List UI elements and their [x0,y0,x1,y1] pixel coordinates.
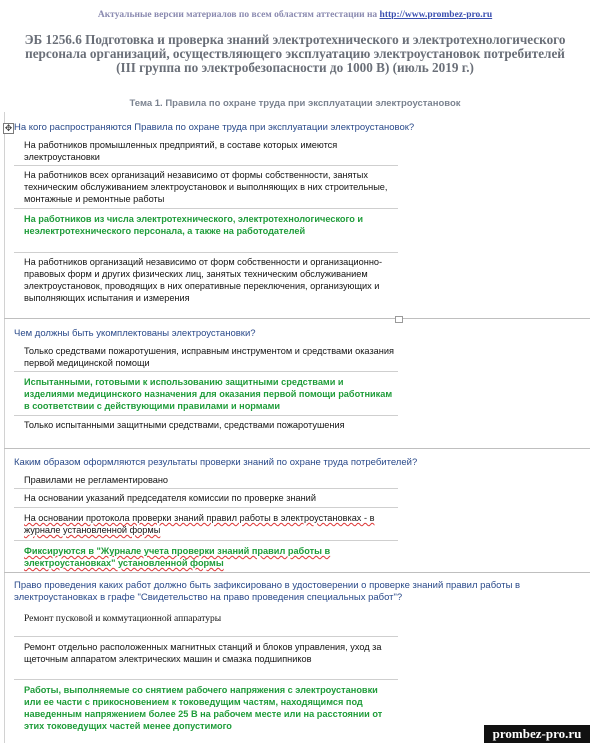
q3-option-4-correct[interactable]: Фиксируются в "Журнале учета проверки знаний правил работы в электроустановках" установленной формы [24,546,331,568]
q3-option-2[interactable]: На основании указаний председателя комиссии по проверке знаний [24,493,316,503]
section-divider [4,318,590,319]
q1-option-4[interactable]: На работников организаций независимо от форм собственности и организационно-правовых форм и других физических лиц, занятых техническим обслуживанием электроустановок, проводящих в них оперативные переключения, организующих и выполняющих испытания и измерения [24,257,383,303]
option-separator [14,636,398,637]
q1-option-2[interactable]: На работников всех организаций независимо от формы собственности, занятых техническим обслуживанием электроустановок и выполняющих в них строительные, монтажные и ремонтные работы [24,170,388,204]
option-separator [14,540,398,541]
q4-option-2[interactable]: Ремонт отдельно расположенных магнитных станций и блоков управления, уход за щеточным аппаратом электрических машин и смазка подшипников [24,642,382,664]
option-separator [14,371,398,372]
topic-title: Тема 1. Правила по охране труда при эксплуатации электроустановок [129,98,461,109]
q4-option-3-correct[interactable]: Работы, выполняемые со снятием рабочего напряжения с электроустановки или ее части с прикосновением к токоведущим частям, находящимся под наведенным напряжением более 25 В на рабочем месте или на расстоянии от этих токоведущих частей менее допустимого [24,685,383,731]
question-1: На кого распространяются Правила по охране труда при эксплуатации электроустановок? [14,122,415,133]
q3-option-3[interactable]: На основании протокола проверки знаний правил работы в электроустановках - в журнале установленной формы [24,513,375,535]
option-separator [14,488,398,489]
option-separator [14,507,398,508]
option-separator [14,208,398,209]
table-left-border [4,112,5,743]
q1-option-1[interactable]: На работников промышленных предприятий, в составе которых имеются электроустановки [24,140,338,162]
header-url-link[interactable]: http://www.prombez-pro.ru [379,10,493,20]
q2-option-3[interactable]: Только испытанными защитными средствами, средствами пожаротушения [24,420,345,430]
option-separator [14,415,398,416]
table-move-handle-icon[interactable]: ✥ [4,123,13,133]
section-divider [4,448,590,449]
header-prefix: Актуальные версии материалов по всем областям аттестации на [97,10,380,20]
site-header [0,10,590,20]
table-cell-marker [395,316,403,323]
option-separator [14,679,398,680]
question-4: Право проведения каких работ должно быть зафиксировано в удостоверении о проверке знаний правил работы в электроустановках в графе "Свидетельство на право проведения специальных работ"? [14,580,521,603]
q2-option-1[interactable]: Только средствами пожаротушения, исправным инструментом и средствами оказания первой медицинской помощи [24,346,394,368]
option-separator [14,252,398,253]
option-separator [14,165,398,166]
document-title: ЭБ 1256.6 Подготовка и проверка знаний электротехнического и электротехнологического персонала организаций, осуществляющего эксплуатацию электроустановок потребителей (III группа по электробезопасности до 1000 В) (июль 2019 г.) [24,32,566,75]
q1-option-3-correct[interactable]: На работников из числа электротехнического, электротехнологического и неэлектротехнического персонала, а также на работодателей [24,214,364,236]
q4-option-1[interactable]: Ремонт пусковой и коммутационной аппаратуры [24,614,222,624]
section-divider [4,572,590,573]
question-3: Каким образом оформляются результаты проверки знаний по охране труда потребителей? [14,457,418,468]
q2-option-2-correct[interactable]: Испытанными, готовыми к использованию защитными средствами и изделиями медицинского назначения для оказания первой помощи работникам в соответствии с действующими правилами и нормами [24,377,393,411]
question-2: Чем должны быть укомплектованы электроустановки? [14,328,256,339]
site-watermark: prombez-pro.ru [484,725,590,743]
q3-option-1[interactable]: Правилами не регламентировано [24,475,169,485]
